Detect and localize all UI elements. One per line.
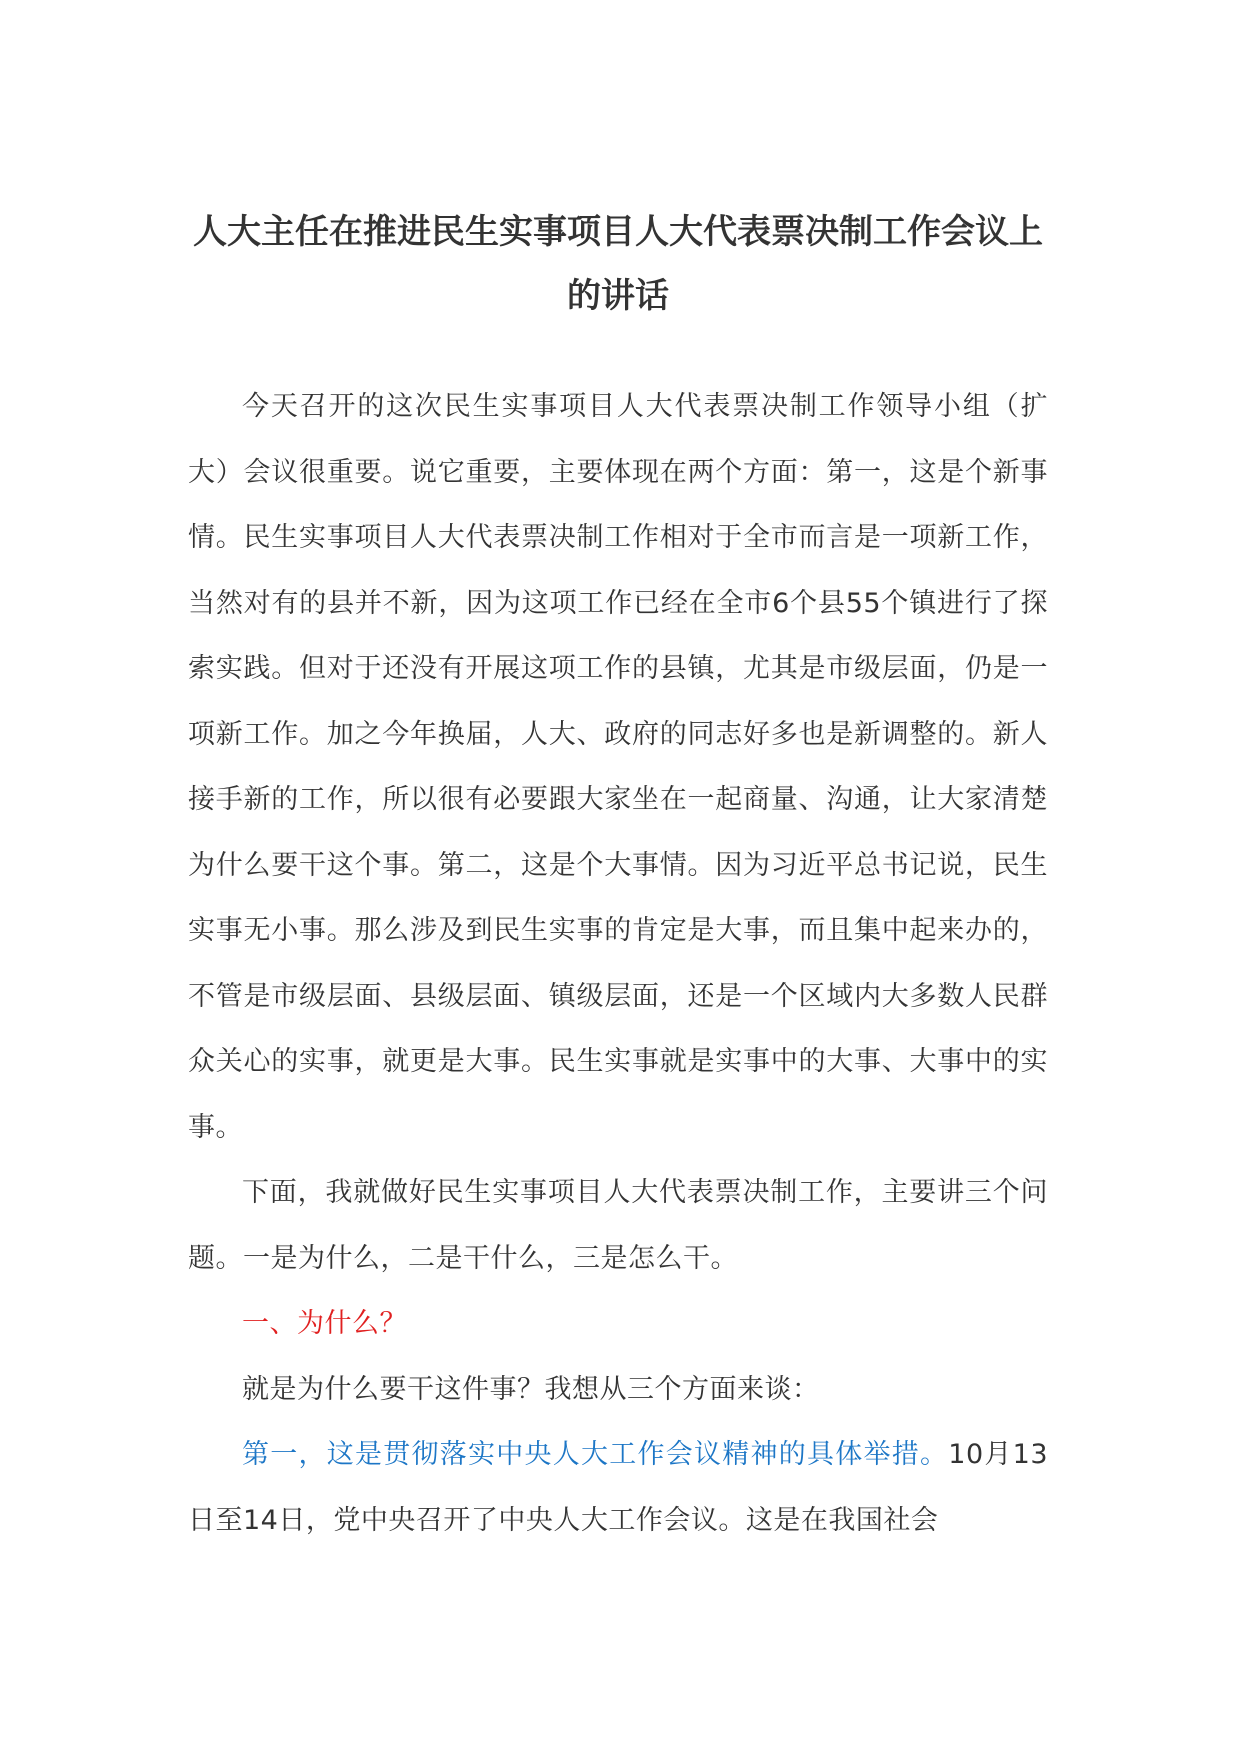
- paragraph-outline: 下面，我就做好民生实事项目人大代表票决制工作，主要讲三个问题。一是为什么，二是干什么，三是怎么干。: [188, 1177, 1048, 1274]
- document-content: [188, 200, 1048, 1553]
- document-title: 人大主任在推进民生实事项目人大代表票决制工作会议上的讲话: [193, 212, 1043, 316]
- paragraph-why-intro: 就是为什么要干这件事？我想从三个方面来谈：: [242, 1373, 820, 1405]
- section-heading-why: 一、为什么？: [242, 1308, 407, 1339]
- first-point-lead-sentence: 第一，这是贯彻落实中央人大工作会议精神的具体举措。: [242, 1439, 949, 1470]
- paragraph-first-point: [188, 1422, 1048, 1553]
- first-point-body: 10月13日至14日，党中央召开了中央人大工作会议。这是在我国社会: [188, 1439, 1048, 1536]
- paragraph-intro: 今天召开的这次民生实事项目人大代表票决制工作领导小组（扩大）会议很重要。说它重要，主要体现在两个方面：第一，这是个新事情。民生实事项目人大代表票决制工作相对于全市而言是一项新工作，当然对有的县并不新，因为这项工作已经在全市6个县55个镇进行了探索实践。但对于还没有开展这项工作的县镇，尤其是市级层面，仍是一项新工作。加之今年换届，人大、政府的同志好多也是新调整的。新人接手新的工作，所以很有必要跟大家坐在一起商量、沟通，让大家清楚为什么要干这个事。第二，这是个大事情。因为习近平总书记说，民生实事无小事。那么涉及到民生实事的肯定是大事，而且集中起来办的，不管是市级层面、县级层面、镇级层面，还是一个区域内大多数人民群众关心的实事，就更是大事。民生实事就是实事中的大事、大事中的实事。: [188, 391, 1048, 1143]
